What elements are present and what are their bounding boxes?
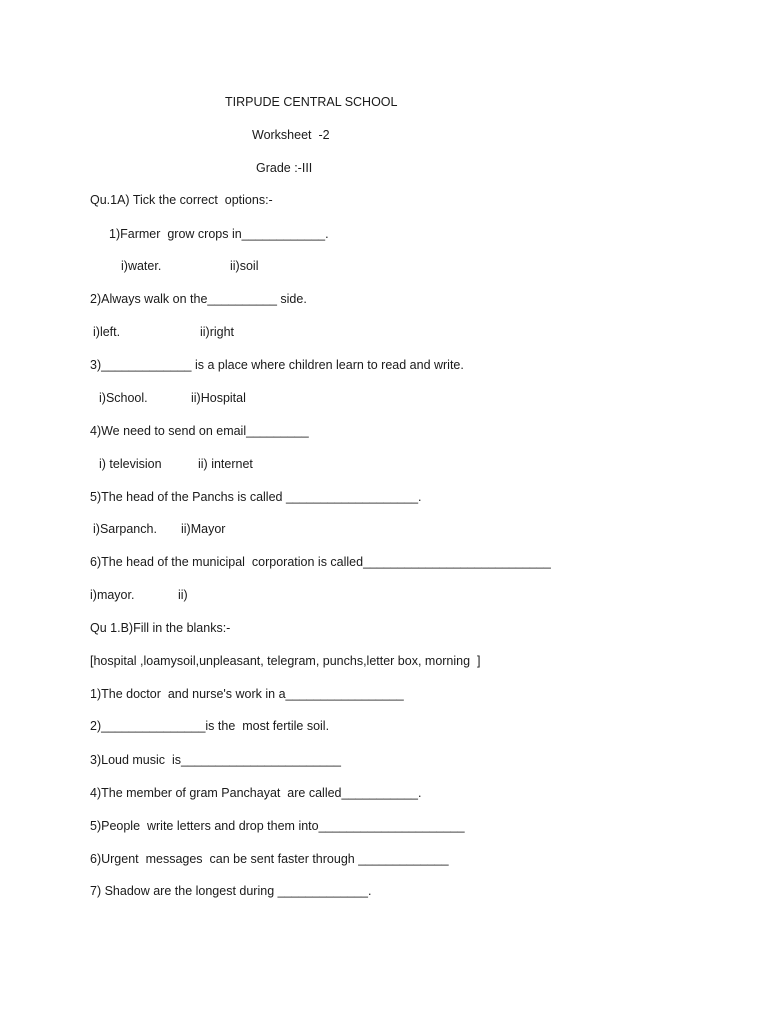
question-1-option-1: i)water.: [121, 259, 162, 273]
question-6-option-1: i)mayor.: [90, 588, 135, 602]
question-2: 2)Always walk on the__________ side.: [90, 292, 307, 306]
school-name: TIRPUDE CENTRAL SCHOOL: [225, 95, 398, 109]
question-4: 4)We need to send on email_________: [90, 424, 309, 438]
question-6-option-2: ii): [178, 588, 188, 602]
fill-blank-3: 3)Loud music is_______________________: [90, 753, 341, 767]
word-bank: [hospital ,loamysoil,unpleasant, telegram, punchs,letter box, morning ]: [90, 654, 481, 668]
question-1: 1)Farmer grow crops in____________.: [109, 227, 329, 241]
section-b-heading: Qu 1.B)Fill in the blanks:-: [90, 621, 231, 635]
section-a-heading: Qu.1A) Tick the correct options:-: [90, 193, 273, 207]
fill-blank-2: 2)_______________is the most fertile soil.: [90, 719, 330, 733]
fill-blank-1: 1)The doctor and nurse's work in a_________________: [90, 687, 404, 701]
question-5: 5)The head of the Panchs is called ___________________.: [90, 490, 422, 504]
fill-blank-5: 5)People write letters and drop them into_____________________: [90, 819, 465, 833]
fill-blank-7: 7) Shadow are the longest during _____________.: [90, 884, 372, 898]
fill-blank-6: 6)Urgent messages can be sent faster through _____________: [90, 852, 449, 866]
worksheet-title: Worksheet -2: [252, 128, 330, 142]
fill-blank-4: 4)The member of gram Panchayat are called___________.: [90, 786, 422, 800]
question-4-option-1: i) television: [99, 457, 162, 471]
question-1-option-2: ii)soil: [230, 259, 259, 273]
question-3-option-2: ii)Hospital: [191, 391, 246, 405]
question-4-option-2: ii) internet: [198, 457, 253, 471]
grade-label: Grade :-III: [256, 161, 313, 175]
question-3: 3)_____________ is a place where children learn to read and write.: [90, 358, 464, 372]
question-2-option-2: ii)right: [200, 325, 235, 339]
question-5-option-2: ii)Mayor: [181, 522, 226, 536]
question-2-option-1: i)left.: [93, 325, 121, 339]
question-5-option-1: i)Sarpanch.: [93, 522, 157, 536]
question-3-option-1: i)School.: [99, 391, 148, 405]
question-6: 6)The head of the municipal corporation is called___________________________: [90, 555, 551, 569]
